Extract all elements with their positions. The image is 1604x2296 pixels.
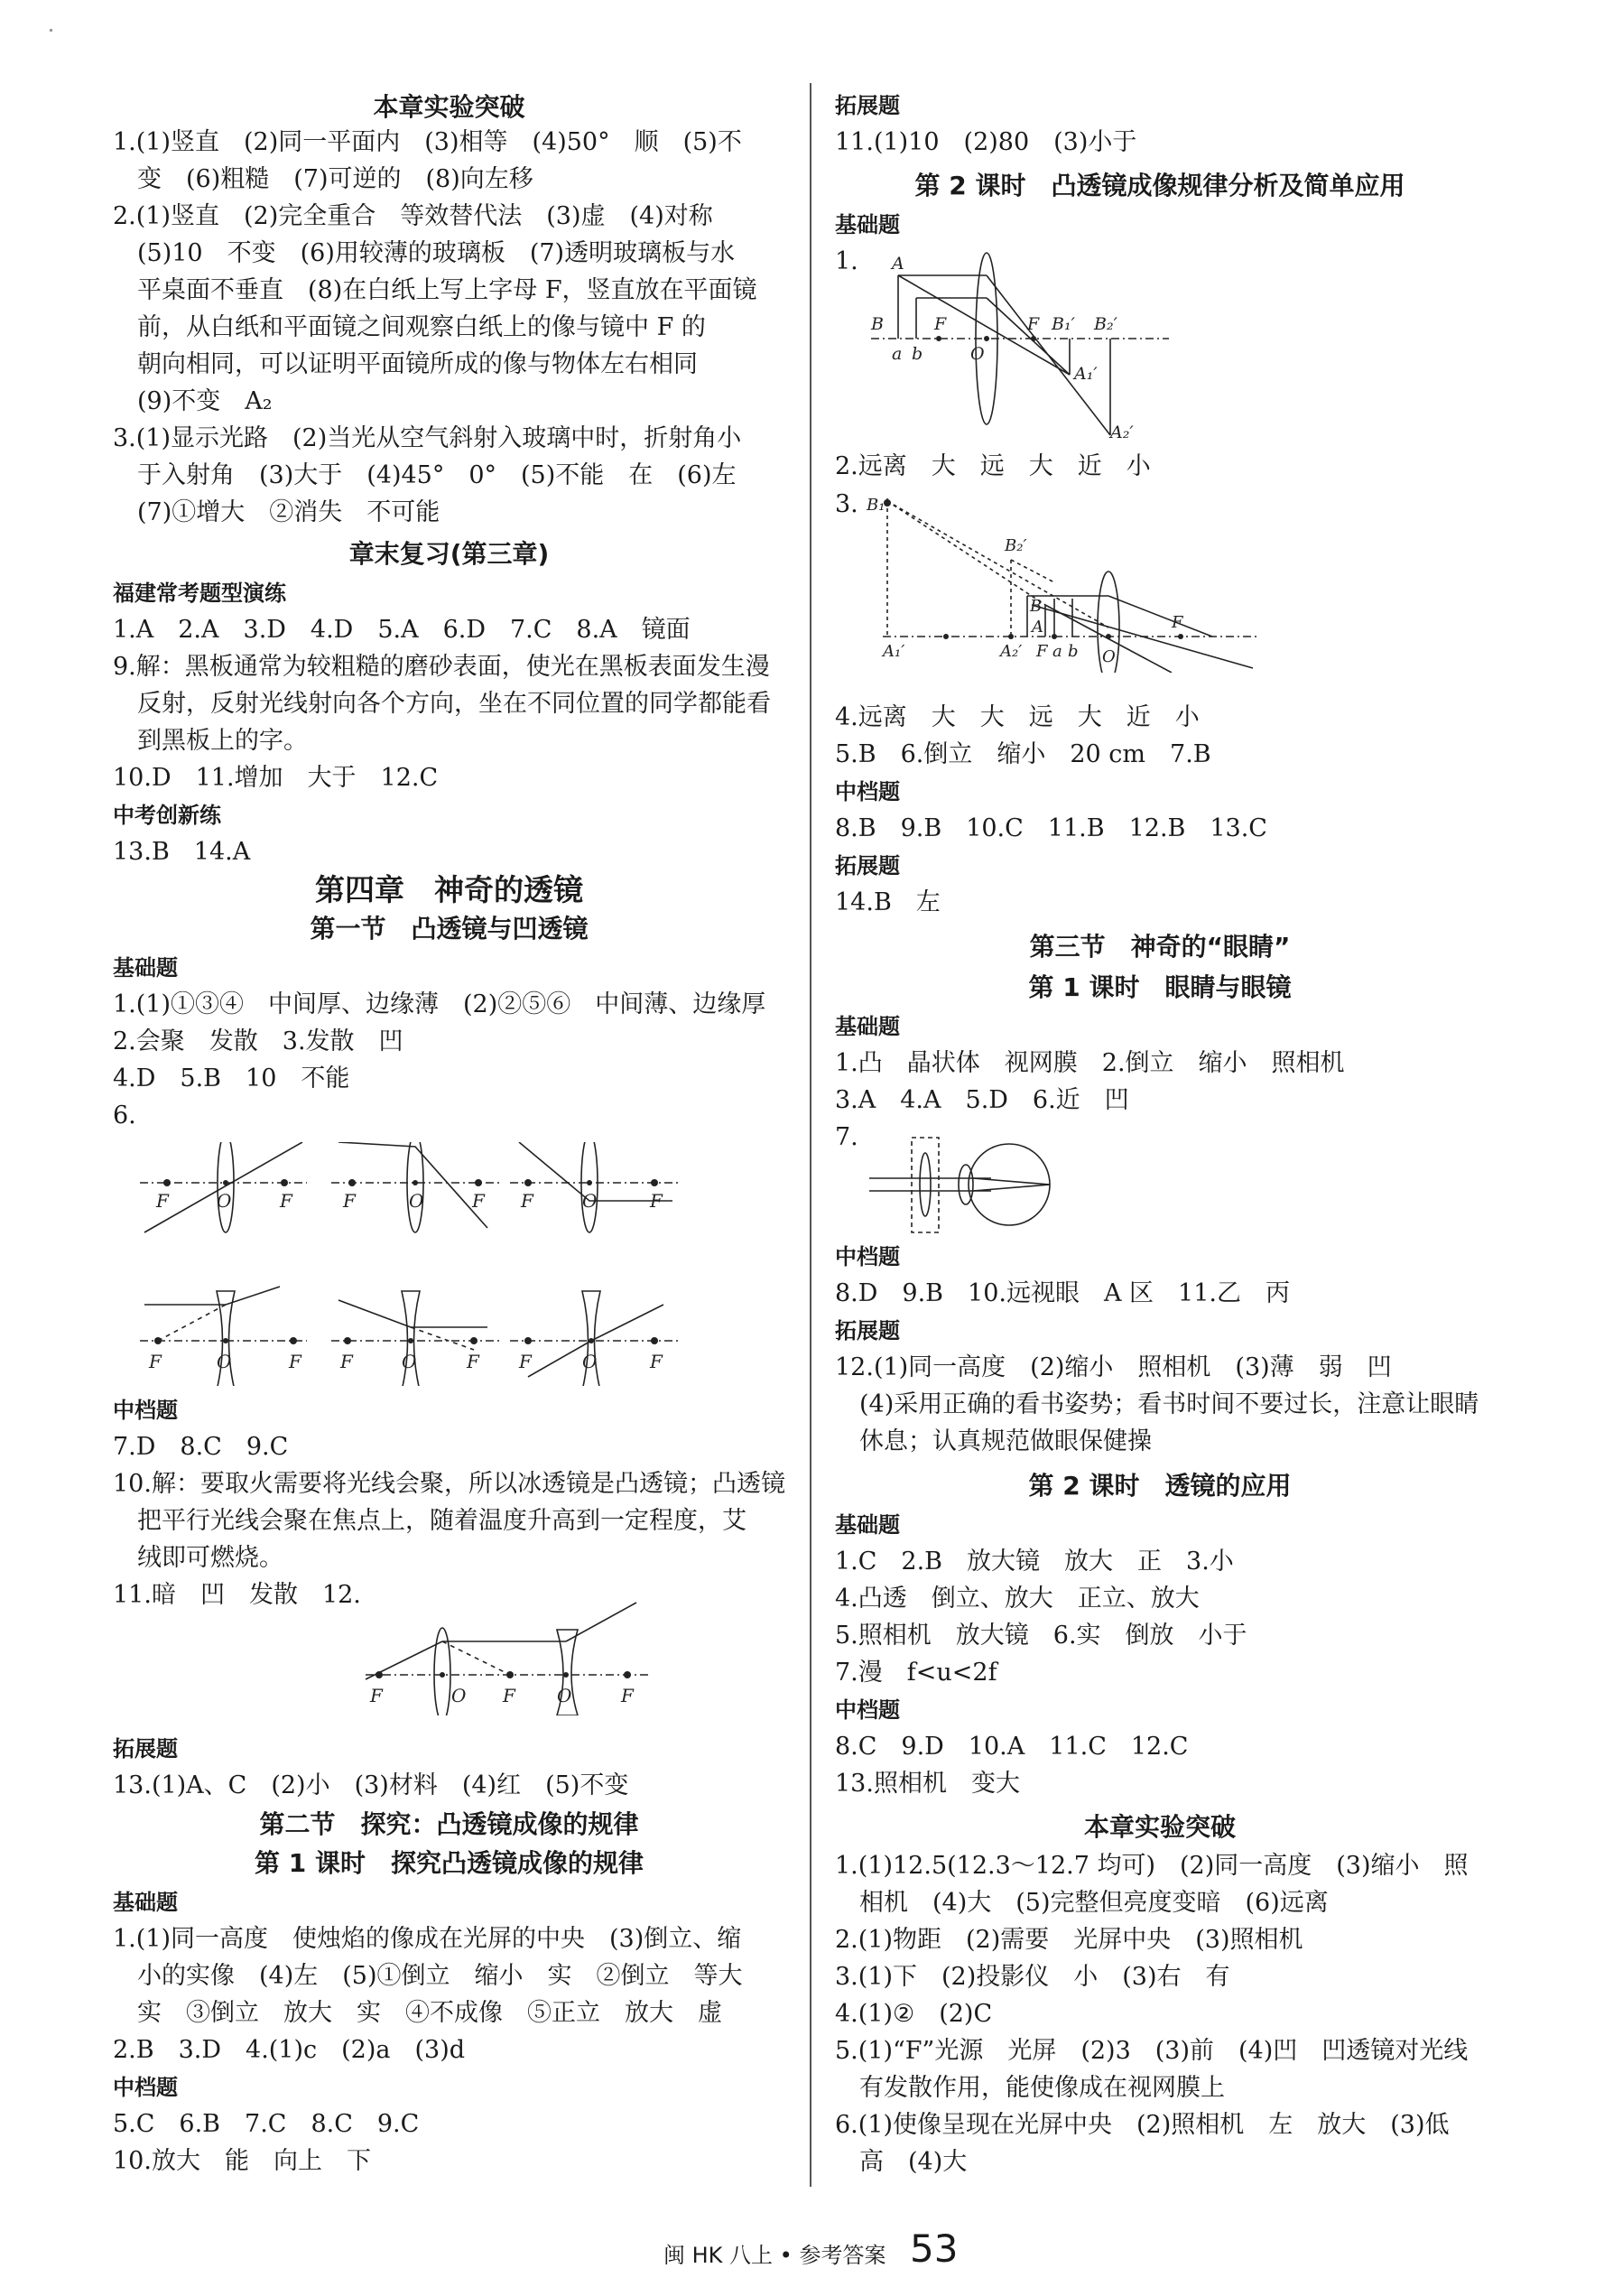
left-line-answer: 10.放大 能 向上 下 [113,2147,371,2175]
figure-r7-eye [865,1133,1072,1237]
right-line-section-tag: 拓展题 [835,853,900,878]
left-line-heading: 本章实验突破 [373,92,525,122]
left-line-answer: 1.A 2.A 3.D 4.D 5.A 6.D 7.C 8.A 镜面 [113,616,691,644]
left-line-answer: 反射，反射光线射向各个方向，坐在不同位置的同学都能看 [113,690,771,718]
right-line-answer: 1.C 2.B 放大镜 放大 正 3.小 [835,1548,1234,1576]
svg-text:B₁′: B₁′ [1052,314,1075,334]
lens-diagram-1 [140,1142,307,1232]
svg-text:B₁′: B₁′ [867,496,889,515]
page-number: 53 [910,2226,959,2271]
svg-text:A₂′: A₂′ [1000,642,1023,661]
svg-text:B: B [1030,597,1043,616]
svg-text:O: O [582,1351,598,1372]
right-line-answer: 3.A 4.A 5.D 6.近 凹 [835,1086,1129,1114]
right-line-heading: 第 1 课时 眼睛与眼镜 [1028,972,1292,1002]
left-line-answer: 平桌面不垂直 (8)在白纸上写上字母 F，竖直放在平面镜 [113,276,757,304]
left-line-answer: 小的实像 (4)左 (5)①倒立 缩小 实 ②倒立 等大 [113,1962,743,1990]
svg-text:O: O [217,1351,232,1372]
svg-text:A: A [892,254,904,274]
svg-text:F: F [1027,314,1040,334]
right-line-answer: 4.远离 大 大 远 大 近 小 [835,703,1200,731]
svg-text:b: b [912,344,923,364]
svg-text:A: A [1032,618,1043,637]
right-line-answer: 7. [835,1123,858,1151]
left-line-answer: 1.(1)竖直 (2)同一平面内 (3)相等 (4)50° 顺 (5)不 [113,128,742,156]
svg-text:O: O [582,1190,598,1212]
figure-r1-imaging [867,244,1173,447]
left-line-answer: 实 ③倒立 放大 实 ④不成像 ⑤正立 放大 虚 [113,1999,722,2027]
right-line-section-tag: 基础题 [835,1512,900,1538]
left-line-answer: 9.解：黑板通常为较粗糙的磨砂表面，使光在黑板表面发生漫 [113,653,770,681]
lens-diagram-3 [510,1142,681,1232]
right-line-answer: 13.照相机 变大 [835,1770,1020,1798]
right-line-answer: 休息；认真规范做眼保健操 [835,1427,1152,1455]
svg-text:B: B [871,314,884,334]
right-line-answer: 7.漫 f<u<2f [835,1659,997,1687]
left-line-answer: 2.会聚 发散 3.发散 凹 [113,1027,403,1055]
svg-text:A₂′: A₂′ [1110,423,1134,442]
svg-text:O: O [217,1190,232,1212]
right-line-answer: 2.远离 大 远 大 近 小 [835,452,1151,480]
left-line-answer: 3.(1)显示光路 (2)当光从空气斜射入玻璃中时，折射角小 [113,424,742,452]
right-line-answer: 3. [835,490,858,518]
right-line-section-tag: 拓展题 [835,93,900,118]
figure-q12-lens-combo [357,1589,654,1715]
svg-text:O: O [451,1685,467,1706]
right-line-answer: (4)采用正确的看书姿势；看书时间不要过长，注意让眼睛 [835,1390,1479,1418]
right-line-heading: 第 2 课时 凸透镜成像规律分析及简单应用 [914,171,1405,200]
left-line-answer: 1.(1)①③④ 中间厚、边缘薄 (2)②⑤⑥ 中间薄、边缘厚 [113,990,766,1018]
left-line-answer: (9)不变 A₂ [113,387,273,415]
left-line-answer: 变 (6)粗糙 (7)可逆的 (8)向左移 [113,165,533,193]
svg-text:F: F [343,1190,356,1212]
right-line-answer: 有发散作用，能使像成在视网膜上 [835,2074,1225,2102]
page-footer [0,2226,1604,2272]
left-line-answer: 于入射角 (3)大于 (4)45° 0° (5)不能 在 (6)左 [113,461,737,489]
lens-diagram-2 [331,1142,503,1232]
left-line-section-tag: 中考创新练 [113,803,221,828]
left-line-section-tag: 拓展题 [113,1736,178,1762]
left-line-heading: 章末复习(第三章) [348,539,550,569]
right-line-section-tag: 中档题 [835,1244,900,1269]
right-line-answer: 1. [835,247,858,275]
right-line-answer: 2.(1)物距 (2)需要 光屏中央 (3)照相机 [835,1926,1303,1954]
svg-text:F: F [472,1190,485,1212]
left-line-answer: 13.(1)A、C (2)小 (3)材料 (4)红 (5)不变 [113,1771,629,1799]
right-line-answer: 5.照相机 放大镜 6.实 倒放 小于 [835,1622,1247,1650]
svg-text:F: F [280,1190,292,1212]
right-line-section-tag: 基础题 [835,212,900,237]
svg-text:O: O [402,1351,417,1372]
left-line-answer: 前，从白纸和平面镜之间观察白纸上的像与镜中 F 的 [113,313,706,341]
footer-label: 闽 HK 八上 • 参考答案 [663,2243,886,2268]
svg-text:O: O [557,1685,572,1706]
svg-text:F: F [519,1351,532,1372]
left-line-answer: 1.(1)同一高度 使烛焰的像成在光屏的中央 (3)倒立、缩 [113,1925,742,1953]
right-line-answer: 3.(1)下 (2)投影仪 小 (3)右 有 [835,1963,1230,1991]
svg-text:A₁′: A₁′ [1074,364,1098,384]
right-line-answer: 8.C 9.D 10.A 11.C 12.C [835,1733,1189,1761]
right-line-heading: 本章实验突破 [1083,1812,1236,1842]
svg-text:F: F [503,1685,515,1706]
svg-text:O: O [409,1190,424,1212]
left-line-answer: 2.(1)竖直 (2)完全重合 等效替代法 (3)虚 (4)对称 [113,202,713,230]
left-line-section-tag: 中档题 [113,2075,178,2100]
svg-text:F: F [149,1351,162,1372]
left-line-answer: 4.D 5.B 10 不能 [113,1064,350,1092]
left-line-heading: 第四章 神奇的透镜 [315,872,583,907]
left-line-answer: 把平行光线会聚在焦点上，随着温度升高到一定程度，艾 [113,1507,746,1535]
svg-text:F: F [1036,642,1048,661]
right-line-section-tag: 中档题 [835,1697,900,1723]
right-line-answer: 12.(1)同一高度 (2)缩小 照相机 (3)薄 弱 凹 [835,1353,1392,1381]
scan-mark [50,29,52,32]
svg-text:F: F [650,1190,663,1212]
left-line-answer: (7)①增大 ②消失 不可能 [113,498,440,526]
svg-text:A₁′: A₁′ [883,642,905,661]
svg-text:F: F [650,1351,663,1372]
right-line-answer: 高 (4)大 [835,2148,968,2176]
svg-text:b: b [1068,642,1079,661]
svg-text:a: a [1052,642,1062,661]
right-line-answer: 5.(1)“F”光源 光屏 (2)3 (3)前 (4)凹 凹透镜对光线 [835,2037,1469,2065]
left-line-section-tag: 福建常考题型演练 [113,581,286,606]
left-line-answer: 10.D 11.增加 大于 12.C [113,764,439,792]
left-line-section-tag: 基础题 [113,955,178,981]
figure-r3-imaging [865,492,1262,673]
svg-text:F: F [1172,613,1183,632]
left-line-answer: 到黑板上的字。 [113,727,308,755]
figure-q6-lens-rays [131,1142,691,1386]
right-line-answer: 相机 (4)大 (5)完整但亮度变暗 (6)远离 [835,1889,1329,1917]
svg-text:F: F [621,1685,634,1706]
left-line-answer: 2.B 3.D 4.(1)c (2)a (3)d [113,2036,466,2064]
svg-text:F: F [934,314,947,334]
left-line-section-tag: 基础题 [113,1890,178,1915]
svg-text:O: O [1102,647,1116,666]
svg-text:O: O [970,344,985,364]
right-line-answer: 5.B 6.倒立 缩小 20 cm 7.B [835,740,1211,768]
left-line-heading: 第 1 课时 探究凸透镜成像的规律 [255,1848,644,1878]
right-line-answer: 4.凸透 倒立、放大 正立、放大 [835,1585,1200,1613]
right-line-section-tag: 中档题 [835,779,900,804]
svg-text:F: F [521,1190,533,1212]
right-line-section-tag: 基础题 [835,1014,900,1039]
left-line-answer: (5)10 不变 (6)用较薄的玻璃板 (7)透明玻璃板与水 [113,239,736,267]
left-line-answer: 绒即可燃烧。 [113,1544,283,1572]
left-line-answer: 朝向相同，可以证明平面镜所成的像与物体左右相同 [113,350,698,378]
left-line-heading: 第一节 凸透镜与凹透镜 [310,914,589,943]
right-line-section-tag: 拓展题 [835,1318,900,1343]
right-line-answer: 6.(1)使像呈现在光屏中央 (2)照相机 左 放大 (3)低 [835,2111,1450,2139]
right-line-answer: 8.B 9.B 10.C 11.B 12.B 13.C [835,814,1267,842]
left-line-answer: 11.暗 凹 发散 12. [113,1581,361,1609]
svg-text:a: a [892,344,903,364]
right-line-answer: 8.D 9.B 10.远视眼 A 区 11.乙 丙 [835,1279,1290,1307]
right-line-answer: 14.B 左 [835,888,941,916]
right-line-answer: 4.(1)② (2)C [835,2000,993,2028]
svg-text:F: F [340,1351,353,1372]
right-line-heading: 第三节 神奇的“眼睛” [1029,932,1291,962]
left-line-answer: 5.C 6.B 7.C 8.C 9.C [113,2110,420,2138]
right-line-answer: 11.(1)10 (2)80 (3)小于 [835,128,1137,156]
left-line-answer: 6. [113,1102,136,1129]
svg-text:F: F [370,1685,383,1706]
right-line-answer: 1.(1)12.5(12.3～12.7 均可) (2)同一高度 (3)缩小 照 [835,1852,1469,1880]
left-line-answer: 10.解：要取火需要将光线会聚，所以冰透镜是凸透镜；凸透镜 [113,1470,785,1498]
column-divider [810,83,811,2187]
left-line-answer: 13.B 14.A [113,838,251,866]
svg-text:B₂′: B₂′ [1094,314,1117,334]
svg-text:F: F [156,1190,169,1212]
left-line-answer: 7.D 8.C 9.C [113,1433,289,1461]
right-line-answer: 1.凸 晶状体 视网膜 2.倒立 缩小 照相机 [835,1049,1345,1077]
right-line-heading: 第 2 课时 透镜的应用 [1028,1471,1292,1501]
left-line-section-tag: 中档题 [113,1398,178,1423]
svg-text:B₂′: B₂′ [1005,536,1027,555]
svg-text:F: F [289,1351,301,1372]
svg-text:F: F [467,1351,479,1372]
left-line-heading: 第二节 探究：凸透镜成像的规律 [259,1809,639,1839]
